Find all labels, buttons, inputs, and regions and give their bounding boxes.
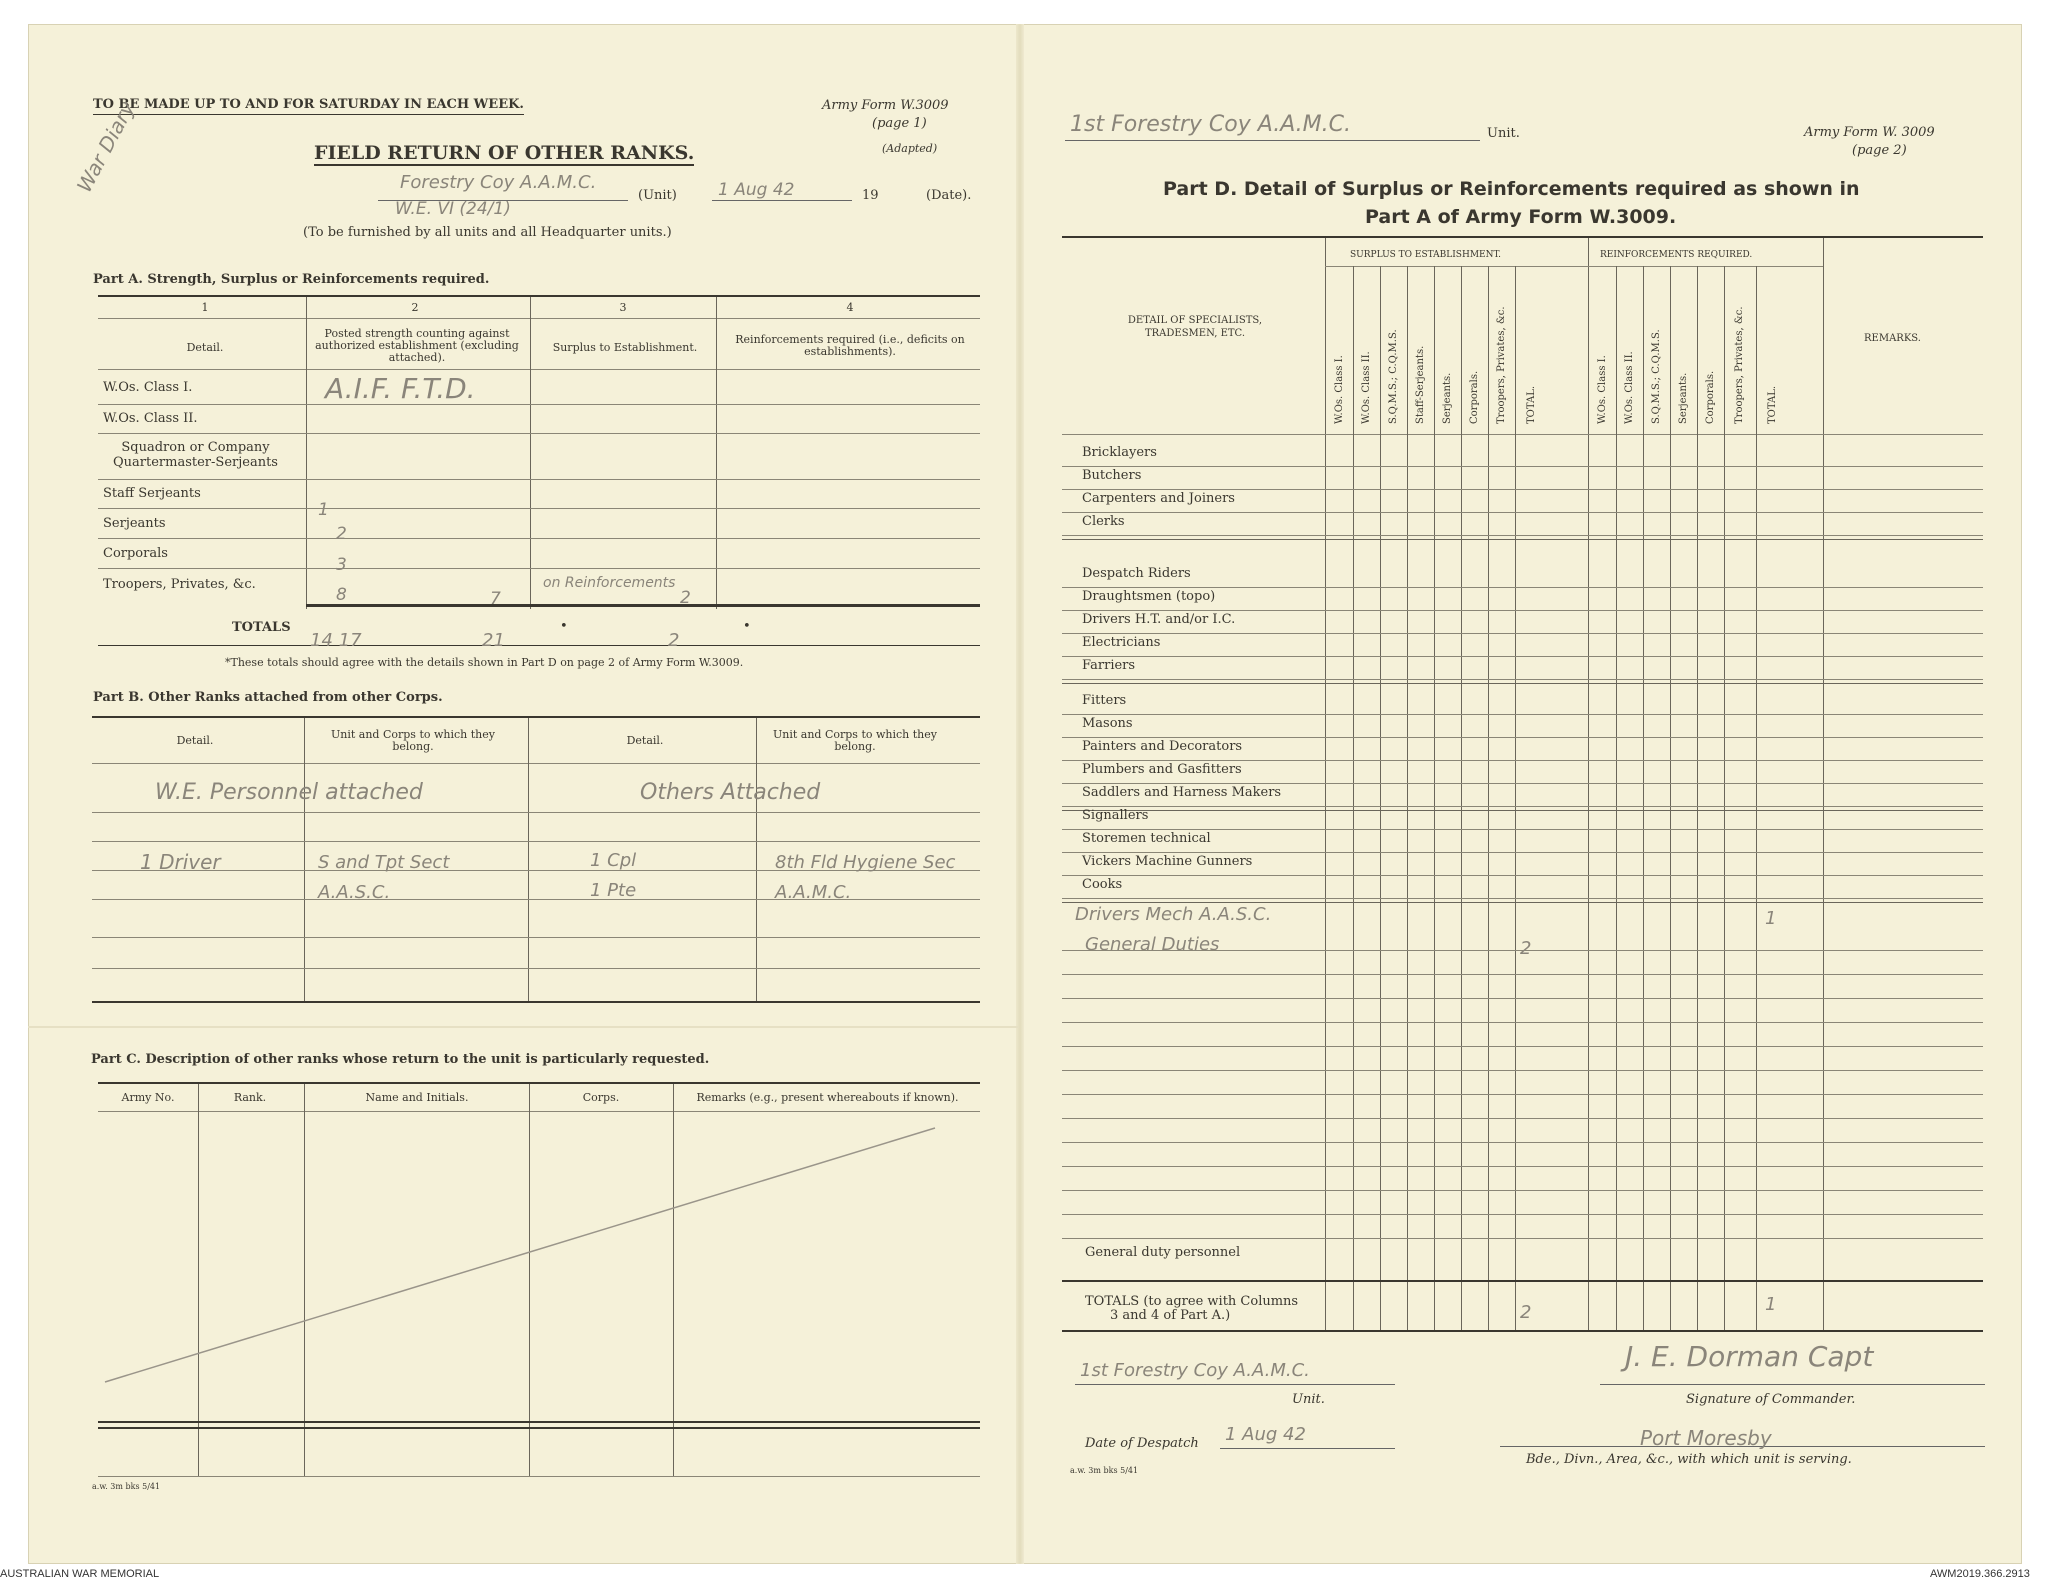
footer-right: AWM2019.366.2913 <box>1930 1568 2030 1580</box>
right-unit-label: Unit. <box>1487 126 1520 141</box>
hw-part-b-detail1: 1 Driver <box>140 850 221 874</box>
adapted-note: (Adapted) <box>882 142 938 155</box>
reinforcement-col-line <box>1724 266 1725 1330</box>
surplus-col-line <box>1488 266 1489 1330</box>
blank-row-line <box>1062 1214 1983 1215</box>
blank-row-line <box>1062 1046 1983 1047</box>
hw-despatch-date: 1 Aug 42 <box>1225 1424 1306 1445</box>
part-a-heading: Part A. Strength, Surplus or Reinforcements required. <box>93 272 490 287</box>
reinforcement-col-header: Corporals. <box>1704 370 1716 424</box>
hw-part-b-row1b: Others Attached <box>640 780 821 805</box>
surplus-col-header: W.Os. Class I. <box>1333 355 1345 424</box>
blank-row-line <box>1062 1166 1983 1167</box>
trade-row-line <box>1062 829 1983 830</box>
reinforcement-col-line <box>1670 266 1671 1330</box>
trade-row-label: Bricklayers <box>1082 445 1157 460</box>
surplus-col-line <box>1461 266 1462 1330</box>
trade-row-line <box>1062 587 1983 588</box>
part-a-row-line <box>98 433 980 434</box>
trade-row-label: Drivers H.T. and/or I.C. <box>1082 612 1236 627</box>
hw-unit-code: W.E. VI (24/1) <box>395 199 511 219</box>
blank-row-line <box>1062 1142 1983 1143</box>
trade-row-label: Electricians <box>1082 635 1161 650</box>
part-a-row-pte: Troopers, Privates, &c. <box>103 577 256 592</box>
hw-part-a-col2-2: 2 <box>336 524 347 544</box>
part-b-row-line <box>92 937 980 938</box>
trade-row-line <box>1062 760 1983 761</box>
surplus-col-header: S.Q.M.S.; C.Q.M.S. <box>1387 329 1399 424</box>
part-a-col-num-2: 2 <box>411 301 419 314</box>
part-d-top-rule <box>1062 236 1983 238</box>
part-c-header-remarks: Remarks (e.g., present whereabouts if known). <box>696 1091 959 1104</box>
part-d-bottom-rule <box>1062 1330 1983 1332</box>
reinforcement-col-header: W.Os. Class I. <box>1596 355 1608 424</box>
hw-part-a-reinf: on Reinforcements <box>543 575 676 591</box>
surplus-col-header: TOTAL. <box>1525 385 1537 424</box>
trade-row-line <box>1062 489 1983 490</box>
part-a-bottom-line <box>98 645 980 646</box>
part-a-header-line <box>98 369 980 370</box>
trade-row-line <box>1062 679 1983 680</box>
part-c-header-rank: Rank. <box>233 1091 267 1104</box>
part-d-title-1: Part D. Detail of Surplus or Reinforcements required as shown in <box>1163 178 1860 200</box>
trade-row-line <box>1062 875 1983 876</box>
surplus-col-line <box>1380 266 1381 1330</box>
part-a-header-reinf: Reinforcements required (i.e., deficits on establishments). <box>735 333 965 358</box>
left-print-code: a.w. 3m bks 5/41 <box>92 1482 161 1491</box>
part-d-header-line <box>1062 434 1983 435</box>
part-a-row-sjt: Serjeants <box>103 516 166 531</box>
date-despatch-label: Date of Despatch <box>1085 1436 1199 1451</box>
sig-commander-line <box>1600 1384 1985 1385</box>
trade-row-label: Signallers <box>1082 808 1149 823</box>
part-a-row-line <box>98 538 980 539</box>
trade-row-line <box>1062 512 1983 513</box>
hw-margin-note: War Diary <box>72 97 140 197</box>
part-c-header-corps: Corps. <box>582 1091 620 1104</box>
reinforcement-col-line <box>1756 266 1757 1330</box>
part-a-row-cpl: Corporals <box>103 546 168 561</box>
trade-row-label: Despatch Riders <box>1082 566 1191 581</box>
trade-row-label: Plumbers and Gasfitters <box>1082 762 1242 777</box>
part-b-top-rule <box>92 716 980 718</box>
trade-row-label: Butchers <box>1082 468 1142 483</box>
hw-part-d-unit: 1st Forestry Coy A.A.M.C. <box>1070 112 1351 137</box>
hw-sig-unit: 1st Forestry Coy A.A.M.C. <box>1080 1360 1310 1381</box>
bde-label: Bde., Divn., Area, &c., with which unit is serving. <box>1526 1452 1852 1467</box>
trade-row-label: Cooks <box>1082 877 1123 892</box>
trade-row-line <box>1062 633 1983 634</box>
part-c-heading: Part C. Description of other ranks whose return to the unit is particularly requested. <box>91 1052 710 1067</box>
trade-group-separator <box>1062 810 1983 811</box>
trade-row-label: Farriers <box>1082 658 1136 673</box>
trade-group-separator <box>1062 539 1983 540</box>
part-a-row-line <box>98 479 980 480</box>
part-a-col-num-3: 3 <box>619 301 627 314</box>
part-d-remarks-header: REMARKS. <box>1864 333 1921 344</box>
hw-part-d-total-two: 2 <box>1520 1302 1532 1323</box>
top-instruction: TO BE MADE UP TO AND FOR SATURDAY IN EACH WEEK. <box>93 97 524 115</box>
trade-row-line <box>1062 714 1983 715</box>
trade-row-line <box>1062 783 1983 784</box>
part-a-row-wo2: W.Os. Class II. <box>103 411 198 426</box>
part-b-header-line <box>92 763 980 764</box>
surplus-col-header: Corporals. <box>1468 370 1480 424</box>
hw-part-d-two: 2 <box>1520 938 1532 959</box>
surplus-col-header: Troopers, Privates, &c. <box>1495 306 1507 424</box>
sig-commander-label: Signature of Commander. <box>1686 1392 1856 1407</box>
hw-part-a-totals-3: 21 <box>482 630 505 651</box>
right-unit-line <box>1065 140 1480 141</box>
surplus-col-header: Staff-Serjeants. <box>1414 345 1426 424</box>
right-form-number: Army Form W. 3009 <box>1804 125 1935 140</box>
hw-part-a-totals-4: 2 <box>668 630 680 651</box>
hw-part-d-total-one: 1 <box>1765 1294 1777 1315</box>
part-a-row-line <box>98 404 980 405</box>
reinforcement-col-header: W.Os. Class II. <box>1623 351 1635 424</box>
part-a-row-staff-sjt: Staff Serjeants <box>103 486 201 501</box>
part-a-vline-3 <box>716 297 717 609</box>
hw-part-a-row1: A.I.F. F.T.D. <box>325 372 476 405</box>
part-d-group-line <box>1325 266 1823 267</box>
blank-row-line <box>1062 998 1983 999</box>
trade-row-label: Fitters <box>1082 693 1127 708</box>
surplus-col-header: W.Os. Class II. <box>1360 351 1372 424</box>
blank-row-line <box>1062 1022 1983 1023</box>
part-a-col-num-4: 4 <box>846 301 854 314</box>
trade-row-label: Vickers Machine Gunners <box>1082 854 1253 869</box>
trade-row-line <box>1062 806 1983 807</box>
part-b-header-unit-1: Unit and Corps to which they belong. <box>331 728 495 753</box>
part-b-bottom-rule <box>92 1001 980 1003</box>
part-c-double-rule <box>98 1421 980 1423</box>
part-d-reinf-header: REINFORCEMENTS REQUIRED. <box>1600 250 1753 260</box>
part-a-footnote: *These totals should agree with the details shown in Part D on page 2 of Army Form W.3009. <box>225 656 744 669</box>
hw-part-a-col2-1: 1 <box>318 500 329 520</box>
part-a-col-num-1: 1 <box>201 301 209 314</box>
reinforcement-col-line <box>1697 266 1698 1330</box>
page-number: (page 1) <box>872 116 927 131</box>
part-a-vline-2 <box>530 297 531 609</box>
right-print-code: a.w. 3m bks 5/41 <box>1070 1466 1139 1475</box>
part-b-vline-1 <box>304 718 305 1003</box>
footer-left: AUSTRALIAN WAR MEMORIAL <box>0 1568 160 1580</box>
trade-row-label: Draughtsmen (topo) <box>1082 589 1216 604</box>
trade-row-line <box>1062 535 1983 536</box>
surplus-col-line <box>1353 266 1354 1330</box>
hw-part-b-detail2a: 1 Cpl <box>590 850 637 871</box>
reinforcement-col-line <box>1616 266 1617 1330</box>
blank-row-line <box>1062 1238 1983 1239</box>
part-a-totals-label: TOTALS <box>232 620 291 635</box>
trade-row-line <box>1062 852 1983 853</box>
part-a-row-qms: Squadron or Company Quartermaster-Serjeants <box>113 440 278 470</box>
part-a-header-surplus: Surplus to Establishment. <box>552 341 698 354</box>
reinforcement-col-line <box>1643 266 1644 1330</box>
part-a-top-rule <box>98 295 980 297</box>
reinforcement-col-header: S.Q.M.S.; C.Q.M.S. <box>1650 329 1662 424</box>
blank-row-line <box>1062 1070 1983 1071</box>
surplus-col-line <box>1434 266 1435 1330</box>
part-b-vline-3 <box>756 718 757 1003</box>
part-b-row-line <box>92 812 980 813</box>
reinforcement-col-header: Serjeants. <box>1677 372 1689 424</box>
blank-row-line <box>1062 1118 1983 1119</box>
date-line <box>712 200 852 201</box>
sig-unit-line <box>1075 1384 1395 1385</box>
part-d-totals-label-2: 3 and 4 of Part A.) <box>1110 1308 1231 1323</box>
part-c-header-name: Name and Initials. <box>365 1091 469 1104</box>
trade-row-label: Carpenters and Joiners <box>1082 491 1235 506</box>
blank-row-line <box>1062 1094 1983 1095</box>
part-d-detail-header: DETAIL OF SPECIALISTS, TRADESMEN, ETC. <box>1127 315 1263 339</box>
part-a-header-posted: Posted strength counting against authorized establishment (excluding attached). <box>315 327 519 364</box>
trade-row-line <box>1062 656 1983 657</box>
part-a-row-wo1: W.Os. Class I. <box>103 380 193 395</box>
trade-row-label: Painters and Decorators <box>1082 739 1243 754</box>
form-title: FIELD RETURN OF OTHER RANKS. <box>314 142 695 164</box>
trade-row-line <box>1062 610 1983 611</box>
hw-part-a-col2-4: 8 <box>336 585 347 605</box>
hw-part-d-one: 1 <box>1765 908 1777 929</box>
hw-part-a-col3-7: 7 <box>490 589 501 609</box>
trade-row-line <box>1062 466 1983 467</box>
form-number: Army Form W.3009 <box>822 98 949 113</box>
part-b-vline-2 <box>528 718 529 1003</box>
page-fold <box>1016 24 1024 1564</box>
part-a-totals-dot-4: • <box>743 619 751 634</box>
date-label: (Date). <box>926 188 972 203</box>
part-c-double-rule <box>98 1427 980 1429</box>
furnish-note: (To be furnished by all units and all Headquarter units.) <box>303 225 672 240</box>
hw-unit: Forestry Coy A.A.M.C. <box>400 172 597 193</box>
part-d-title-2: Part A of Army Form W.3009. <box>1365 206 1677 228</box>
part-a-vline-1 <box>306 297 307 609</box>
hw-signature: J. E. Dorman Capt <box>1625 1340 1874 1373</box>
part-c-top-rule <box>98 1082 980 1084</box>
reinforcement-col-header: TOTAL. <box>1767 385 1778 424</box>
year-label: 19 <box>862 188 879 203</box>
hw-part-a-totals: 14 17 <box>310 630 362 651</box>
cancel-stroke <box>95 1120 945 1390</box>
part-a-header-detail: Detail. <box>186 341 224 354</box>
part-c-header-line <box>98 1111 980 1112</box>
part-d-totals-label-1: TOTALS (to agree with Columns <box>1085 1294 1299 1309</box>
hw-part-b-unit1: S and Tpt Sect A.A.S.C. <box>318 852 450 903</box>
surplus-col-line <box>1407 266 1408 1330</box>
hw-part-d-extra1: Drivers Mech A.A.S.C. <box>1075 904 1272 925</box>
hw-part-b-detail2b: 1 Pte <box>590 880 637 901</box>
part-a-num-line <box>98 318 980 319</box>
hw-part-a-col2-3: 3 <box>336 555 347 575</box>
unit-label: (Unit) <box>638 188 677 203</box>
hw-date: 1 Aug 42 <box>718 180 795 200</box>
part-b-header-detail-1: Detail. <box>176 734 214 747</box>
paper-crease <box>28 1026 1018 1028</box>
part-b-row-line <box>92 968 980 969</box>
part-a-totals-rule <box>306 604 980 607</box>
hw-part-b-row1a: W.E. Personnel attached <box>155 780 423 805</box>
surplus-col-line <box>1515 266 1516 1330</box>
blank-row-line <box>1062 974 1983 975</box>
hw-bde: Port Moresby <box>1640 1426 1772 1450</box>
part-b-heading: Part B. Other Ranks attached from other Corps. <box>93 690 443 705</box>
sig-unit-label: Unit. <box>1292 1392 1325 1407</box>
part-a-row-line <box>98 508 980 509</box>
part-a-totals-dot-3: • <box>560 619 568 634</box>
trade-row-line <box>1062 737 1983 738</box>
trade-group-separator <box>1062 683 1983 684</box>
trade-group-separator <box>1062 902 1983 903</box>
blank-row-line <box>1062 1190 1983 1191</box>
trade-row-label: Saddlers and Harness Makers <box>1082 785 1282 800</box>
surplus-col-header: Serjeants. <box>1441 372 1453 424</box>
part-c-bottom-line <box>98 1476 980 1477</box>
trade-row-label: Storemen technical <box>1082 831 1211 846</box>
hw-part-d-extra2: General Duties <box>1085 934 1220 955</box>
part-b-header-unit-2: Unit and Corps to which they belong. <box>773 728 937 753</box>
part-a-row-line <box>98 568 980 569</box>
part-b-row-line <box>92 841 980 842</box>
general-duty-label: General duty personnel <box>1085 1245 1241 1260</box>
hw-part-b-unit2: 8th Fld Hygiene Sec A.A.M.C. <box>775 852 956 903</box>
reinforcement-col-header: Troopers, Privates, &c. <box>1734 306 1745 424</box>
part-d-totals-line <box>1062 1280 1983 1282</box>
hw-part-a-reinf-num: 2 <box>680 588 691 608</box>
date-despatch-line <box>1220 1448 1395 1449</box>
trade-row-label: Clerks <box>1082 514 1125 529</box>
trade-row-label: Masons <box>1082 716 1133 731</box>
right-page-number: (page 2) <box>1852 143 1907 158</box>
trade-row-line <box>1062 898 1983 899</box>
part-d-surplus-header: SURPLUS TO ESTABLISHMENT. <box>1350 250 1502 260</box>
part-b-header-detail-2: Detail. <box>626 734 664 747</box>
part-c-header-army-no: Army No. <box>121 1091 175 1104</box>
